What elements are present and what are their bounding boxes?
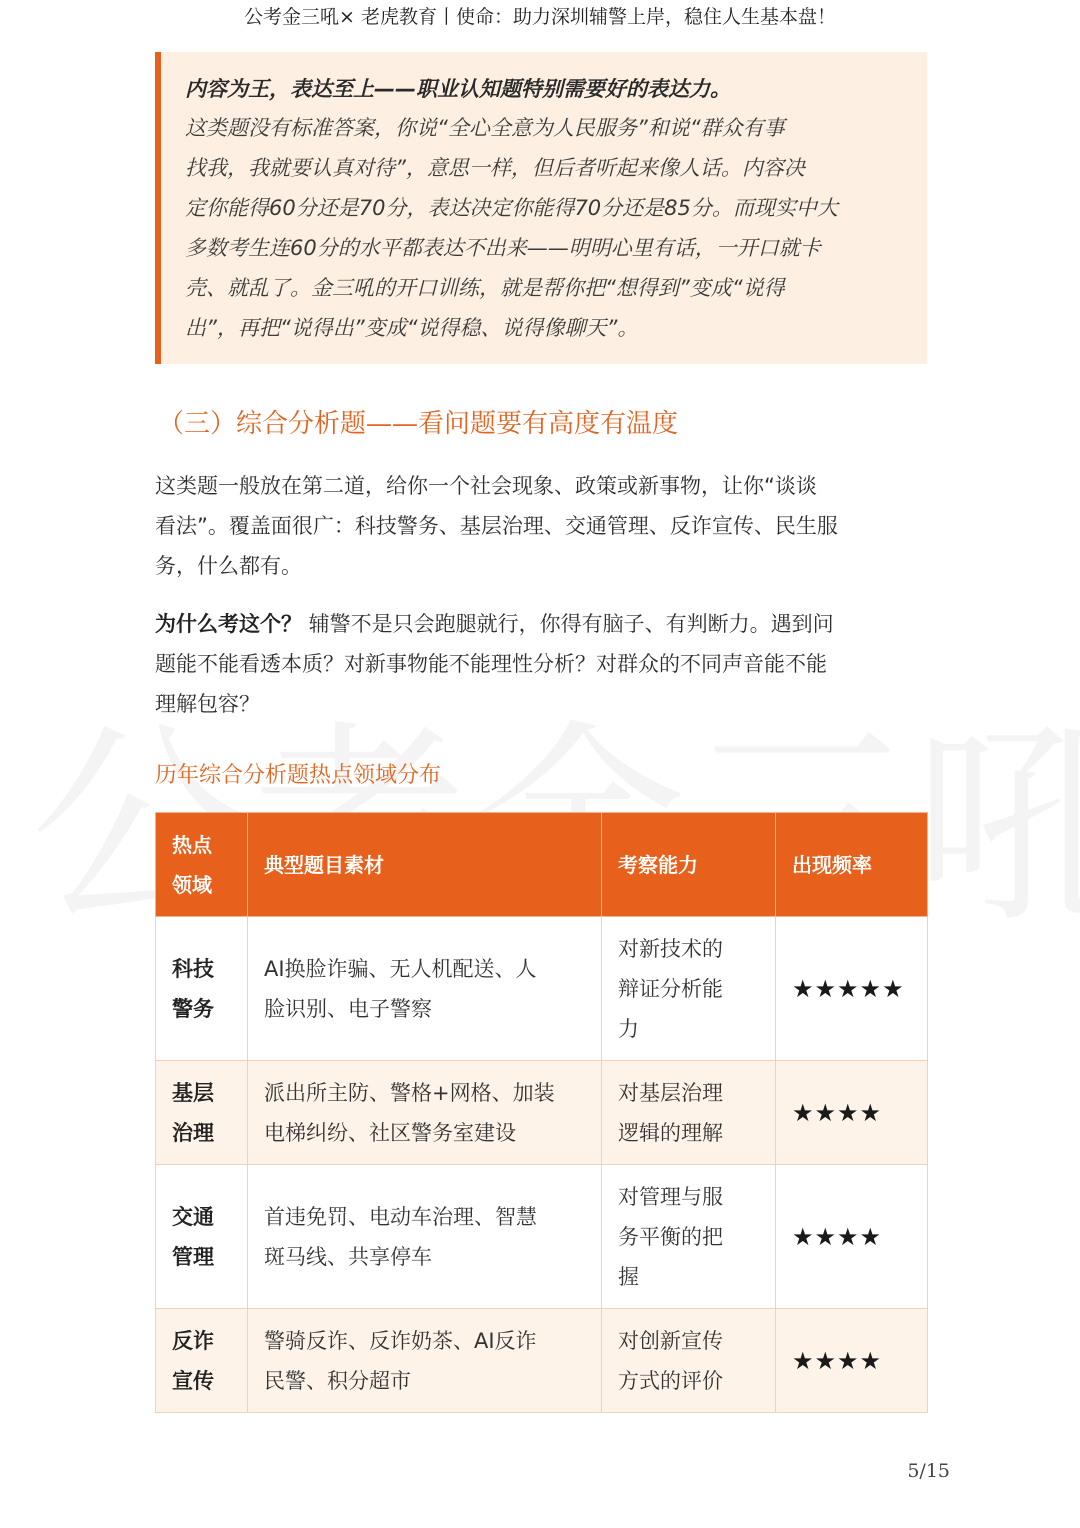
table-row bbox=[156, 1165, 928, 1309]
callout-line: 壳、就乱了。金三吼的开口训练，就是帮你把“想得到”变成“说得 bbox=[185, 276, 785, 300]
header-area: 热点 领域 bbox=[156, 813, 248, 917]
page-header: 公考金三吼× 老虎教育丨使命：助力深圳辅警上岸，稳住人生基本盘！ bbox=[244, 6, 836, 28]
table-title: 历年综合分析题热点领域分布 bbox=[155, 763, 442, 788]
cell-material: AI换脸诈骗、无人机配送、人 脸识别、电子警察 bbox=[248, 917, 602, 1061]
paragraph-line: 辅警不是只会跑腿就行，你得有脑子、有判断力。遇到问 bbox=[302, 612, 834, 636]
paragraph-line: 理解包容？ bbox=[155, 692, 260, 716]
table-row bbox=[156, 917, 928, 1061]
cell-area: 基层 治理 bbox=[156, 1061, 248, 1165]
callout-line: 定你能得60分还是70分，表达决定你能得70分还是85分。而现实中大 bbox=[185, 196, 838, 220]
header-ability: 考察能力 bbox=[602, 813, 776, 917]
section-title: （三）综合分析题——看问题要有高度有温度 bbox=[158, 409, 679, 439]
hotspot-table bbox=[155, 812, 928, 1413]
cell-frequency: ★★★★ bbox=[776, 1309, 928, 1413]
cell-material: 派出所主防、警格+网格、加装 电梯纠纷、社区警务室建设 bbox=[248, 1061, 602, 1165]
header-material: 典型题目素材 bbox=[248, 813, 602, 917]
why-paragraph bbox=[155, 604, 927, 724]
cell-area: 反诈 宣传 bbox=[156, 1309, 248, 1413]
callout-line: 找我，我就要认真对待”，意思一样，但后者听起来像人话。内容决 bbox=[185, 156, 805, 180]
callout-title: 内容为王，表达至上——职业认知题特别需要好的表达力。 bbox=[185, 77, 731, 101]
table-row bbox=[156, 1061, 928, 1165]
callout-line: 出”，再把“说得出”变成“说得稳、说得像聊天”。 bbox=[185, 316, 639, 340]
table-header-row bbox=[156, 813, 928, 917]
intro-paragraph bbox=[155, 466, 927, 586]
cell-frequency: ★★★★★ bbox=[776, 917, 928, 1061]
cell-ability: 对管理与服 务平衡的把 握 bbox=[602, 1165, 776, 1309]
callout-line: 这类题没有标准答案，你说“全心全意为人民服务”和说“群众有事 bbox=[185, 116, 785, 140]
paragraph-line: 这类题一般放在第二道，给你一个社会现象、政策或新事物，让你“谈谈 bbox=[155, 474, 817, 498]
paragraph-line: 务，什么都有。 bbox=[155, 554, 302, 578]
why-question: 为什么考这个？ bbox=[155, 612, 302, 636]
callout-body bbox=[185, 108, 907, 348]
cell-ability: 对创新宣传 方式的评价 bbox=[602, 1309, 776, 1413]
cell-area: 科技 警务 bbox=[156, 917, 248, 1061]
cell-ability: 对新技术的 辩证分析能 力 bbox=[602, 917, 776, 1061]
cell-material: 首违免罚、电动车治理、智慧 斑马线、共享停车 bbox=[248, 1165, 602, 1309]
callout-box bbox=[155, 52, 927, 364]
cell-area: 交通 管理 bbox=[156, 1165, 248, 1309]
paragraph-line: 看法”。覆盖面很广：科技警务、基层治理、交通管理、反诈宣传、民生服 bbox=[155, 514, 838, 538]
header-frequency: 出现频率 bbox=[776, 813, 928, 917]
callout-line: 多数考生连60分的水平都表达不出来——明明心里有话，一开口就卡 bbox=[185, 236, 821, 260]
table-row bbox=[156, 1309, 928, 1413]
cell-frequency: ★★★★ bbox=[776, 1061, 928, 1165]
paragraph-line: 题能不能看透本质？对新事物能不能理性分析？对群众的不同声音能不能 bbox=[155, 652, 827, 676]
cell-material: 警骑反诈、反诈奶茶、AI反诈 民警、积分超市 bbox=[248, 1309, 602, 1413]
cell-ability: 对基层治理 逻辑的理解 bbox=[602, 1061, 776, 1165]
page-number: 5/15 bbox=[907, 1460, 950, 1482]
cell-frequency: ★★★★ bbox=[776, 1165, 928, 1309]
